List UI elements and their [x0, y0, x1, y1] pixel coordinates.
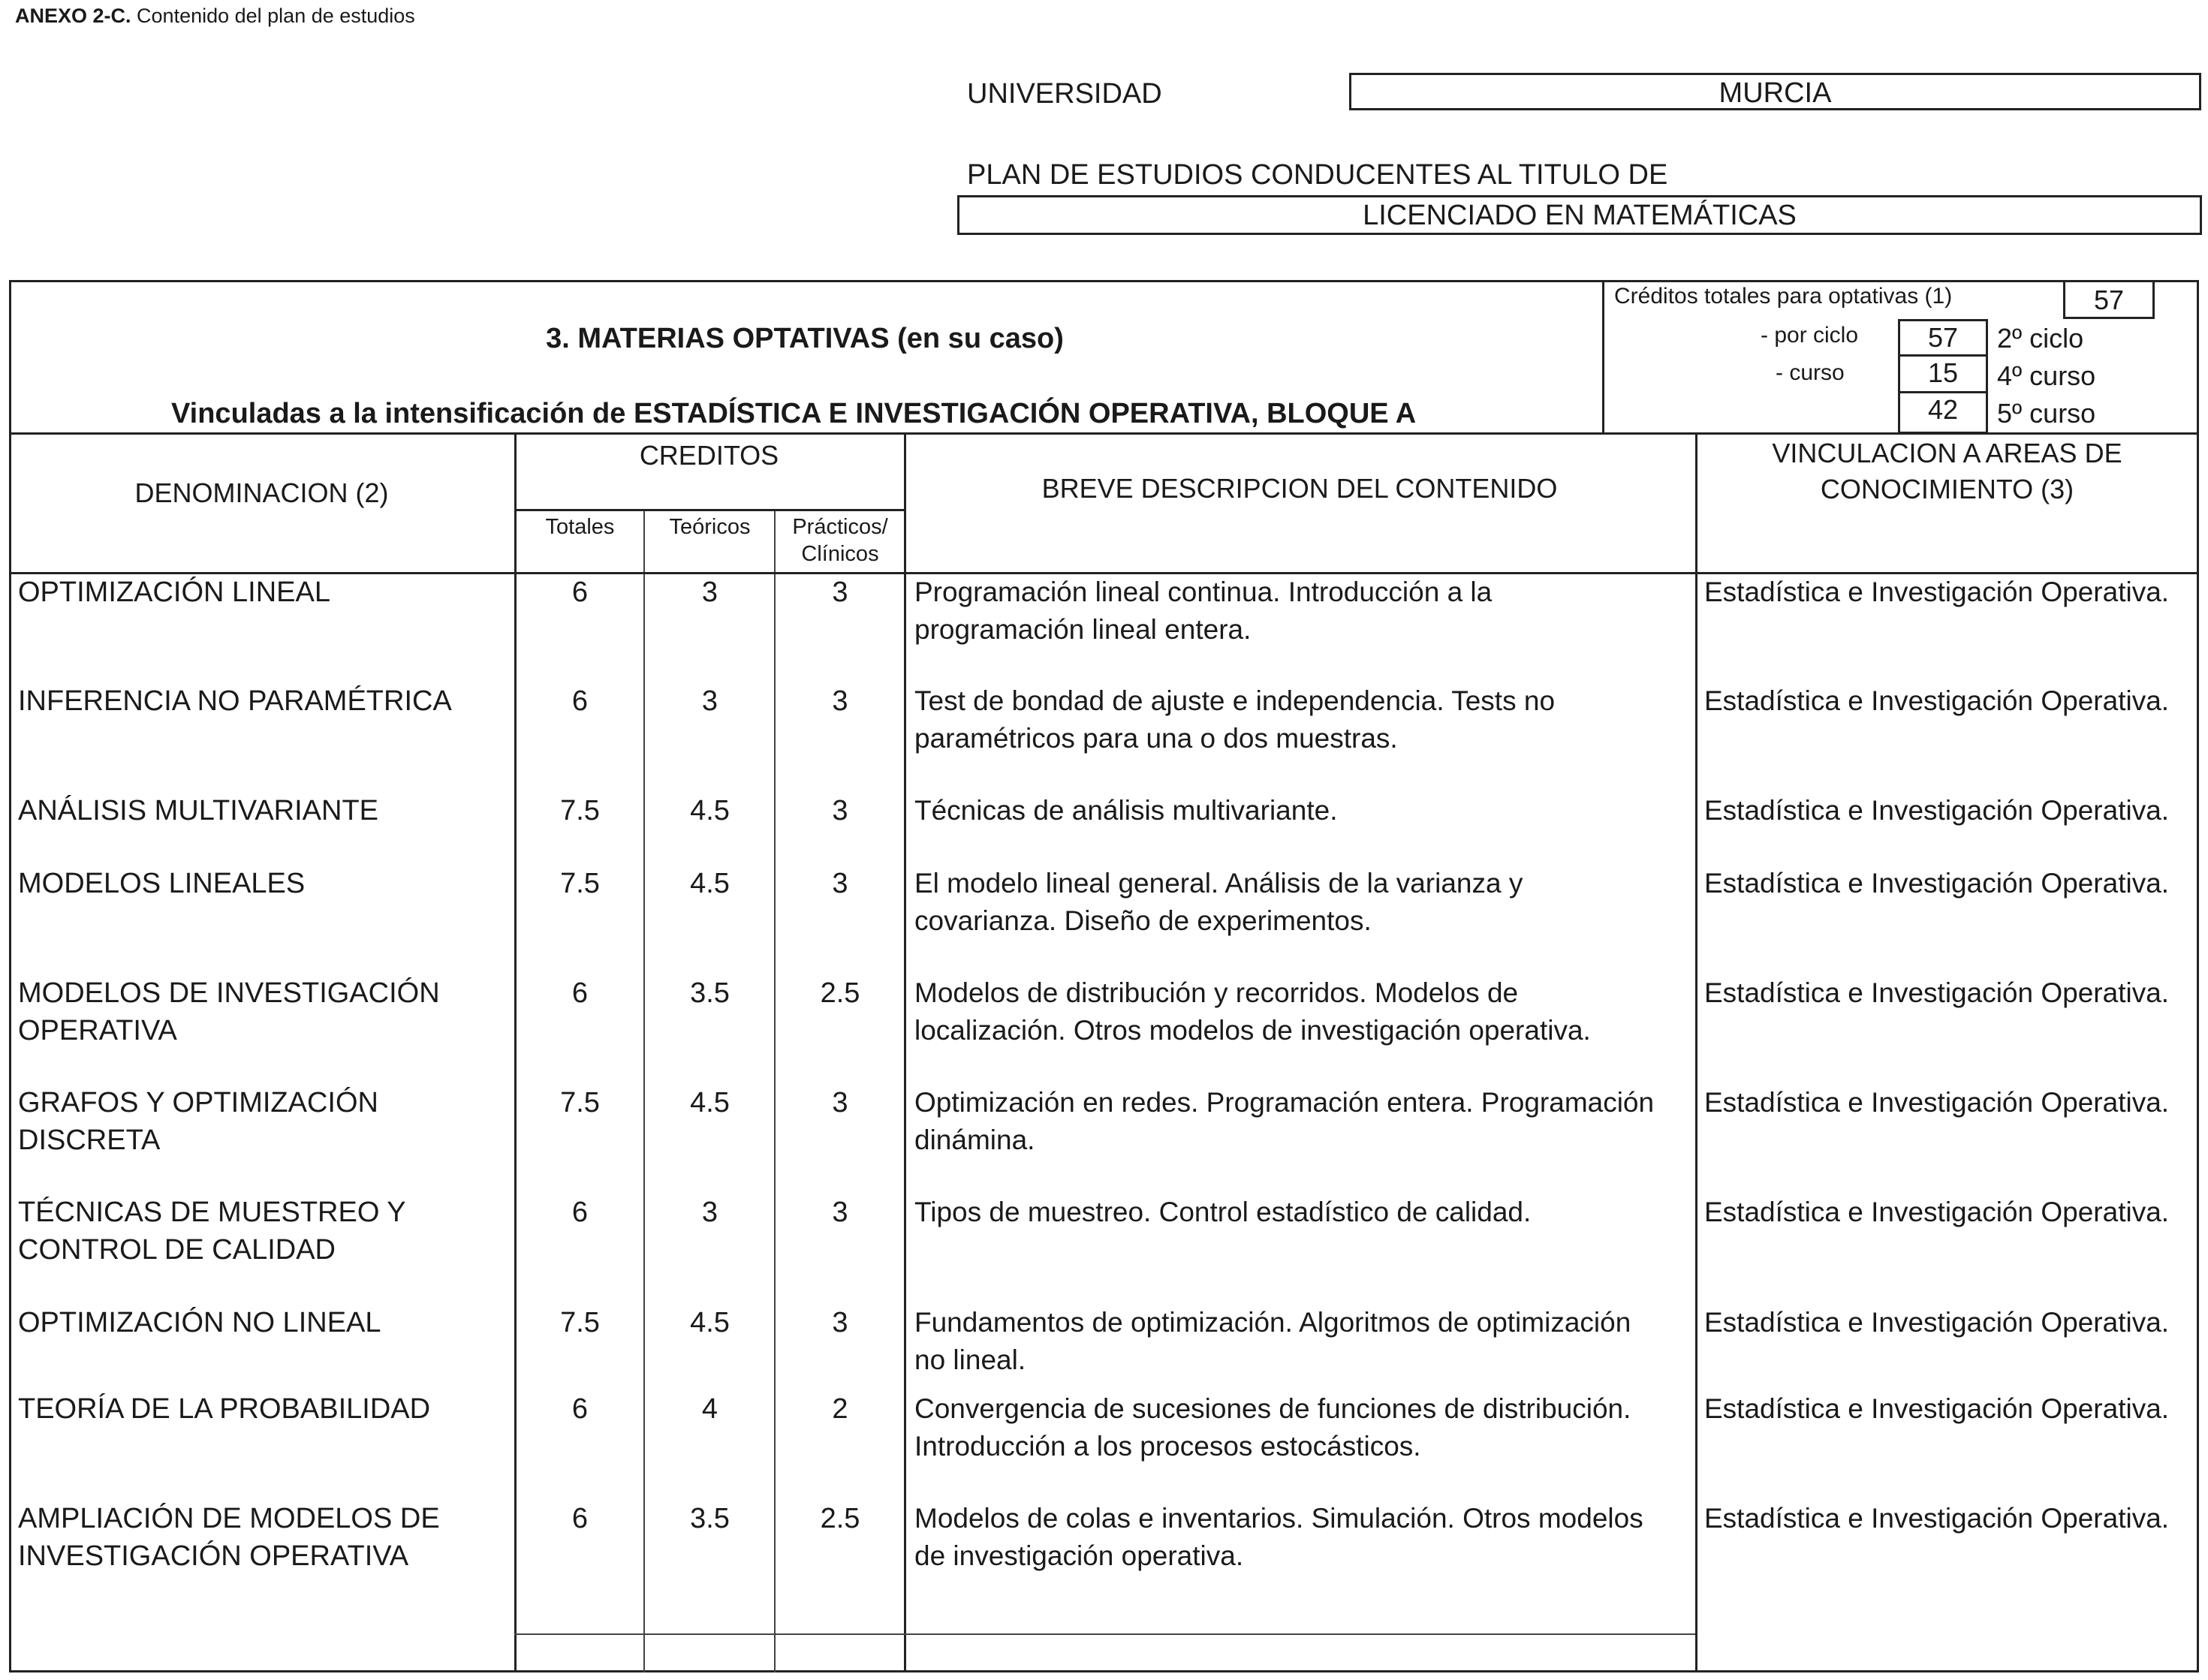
col-divider — [1695, 432, 1697, 1672]
row-descripcion-1: Test de bondad de ajuste e independencia. Tests no — [914, 685, 1556, 716]
creditos-optativas-total: 57 — [2063, 280, 2155, 319]
row-totales: 7.5 — [560, 868, 600, 899]
row-area: Estadística e Investigación Operativa. — [1704, 577, 2170, 607]
row-practicos: 3 — [832, 1307, 848, 1338]
universidad-label: UNIVERSIDAD — [967, 78, 1162, 110]
row-totales: 6 — [571, 685, 589, 717]
curso-credits: 15 — [1898, 354, 1988, 393]
section-subtitle: Vinculadas a la intensificación de ESTADÍSTICA E INVESTIGACIÓN OPERATIVA, BLOQUE A — [171, 398, 1417, 429]
header-denominacion: DENOMINACION (2) — [134, 477, 389, 508]
row-descripcion-1: Modelos de distribución y recorridos. Modelos de — [914, 977, 1519, 1008]
row-area: Estadística e Investigación Operativa. — [1704, 1393, 2170, 1424]
curso-credits: 42 — [1898, 391, 1988, 434]
row-totales: 6 — [571, 1393, 589, 1425]
col-divider — [514, 432, 517, 1672]
row-area: Estadística e Investigación Operativa. — [1704, 795, 2170, 826]
row-practicos: 3 — [832, 1087, 848, 1118]
row-descripcion-1: El modelo lineal general. Análisis de la varianza y — [914, 868, 1523, 899]
row-descripcion-2: paramétricos para una o dos muestras. — [914, 723, 1398, 754]
header-practicos-2: Clínicos — [801, 542, 879, 566]
row-descripcion-2: de investigación operativa. — [914, 1540, 1244, 1571]
row-practicos: 3 — [832, 685, 848, 717]
row-totales: 7.5 — [560, 795, 600, 826]
row-denominacion-1: MODELOS DE INVESTIGACIÓN — [18, 977, 440, 1009]
row-teoricos: 4.5 — [690, 868, 730, 899]
row-practicos: 3 — [832, 577, 848, 608]
header-creditos: CREDITOS — [639, 440, 779, 471]
row-descripcion-1: Técnicas de análisis multivariante. — [914, 795, 1338, 826]
row-totales: 7.5 — [560, 1307, 600, 1338]
row-denominacion-2: CONTROL DE CALIDAD — [18, 1234, 336, 1266]
curso-label: 4º curso — [1997, 360, 2096, 391]
divider — [1602, 280, 1604, 434]
row-practicos: 2.5 — [820, 977, 860, 1009]
row-descripcion-2: covarianza. Diseño de experimentos. — [914, 905, 1372, 936]
annex-label: ANEXO 2-C. — [15, 5, 131, 27]
col-divider — [643, 510, 645, 1672]
por-ciclo-label: - por ciclo — [1761, 323, 1859, 348]
row-denominacion-1: INFERENCIA NO PARAMÉTRICA — [18, 685, 452, 717]
divider — [514, 509, 904, 511]
row-descripcion-1: Convergencia de sucesiones de funciones de distribución. — [914, 1393, 1631, 1424]
header-vinculacion-1: VINCULACION A AREAS DE — [1772, 438, 2122, 468]
plan-label: PLAN DE ESTUDIOS CONDUCENTES AL TITULO DE — [967, 159, 1668, 191]
row-totales: 7.5 — [560, 1087, 600, 1118]
row-denominacion-1: TEORÍA DE LA PROBABILIDAD — [18, 1393, 431, 1425]
row-teoricos: 3 — [701, 577, 718, 608]
row-denominacion-2: INVESTIGACIÓN OPERATIVA — [18, 1540, 409, 1572]
section-title: 3. MATERIAS OPTATIVAS (en su caso) — [546, 323, 1064, 354]
header-totales: Totales — [545, 515, 615, 539]
row-denominacion-1: TÉCNICAS DE MUESTREO Y — [18, 1197, 406, 1228]
row-totales: 6 — [571, 977, 589, 1009]
row-practicos: 2.5 — [820, 1503, 860, 1534]
row-denominacion-2: DISCRETA — [18, 1125, 161, 1156]
row-descripcion-1: Programación lineal continua. Introducción a la — [914, 577, 1493, 607]
row-practicos: 3 — [832, 868, 848, 899]
header-vinculacion — [1695, 435, 2199, 507]
row-area: Estadística e Investigación Operativa. — [1704, 977, 2170, 1008]
row-practicos: 3 — [832, 1197, 848, 1228]
row-denominacion-1: ANÁLISIS MULTIVARIANTE — [18, 795, 379, 826]
row-descripcion-1: Tipos de muestreo. Control estadístico de calidad. — [914, 1197, 1532, 1227]
row-teoricos: 4.5 — [690, 1087, 730, 1118]
header-teoricos: Teóricos — [669, 515, 751, 539]
row-descripcion-2: Introducción a los procesos estocásticos. — [914, 1431, 1421, 1462]
row-totales: 6 — [571, 577, 589, 608]
row-area: Estadística e Investigación Operativa. — [1704, 868, 2170, 899]
row-descripcion-2: localización. Otros modelos de investigación operativa. — [914, 1015, 1591, 1046]
row-denominacion-2: OPERATIVA — [18, 1015, 177, 1046]
header-practicos-1: Prácticos/ — [792, 515, 888, 539]
row-area: Estadística e Investigación Operativa. — [1704, 1087, 2170, 1118]
row-descripcion-2: programación lineal entera. — [914, 614, 1252, 645]
ciclo-credits: 57 — [1898, 319, 1988, 357]
row-descripcion-2: no lineal. — [914, 1344, 1026, 1375]
row-teoricos: 4.5 — [690, 1307, 730, 1338]
row-descripcion-1: Fundamentos de optimización. Algoritmos de optimización — [914, 1307, 1631, 1338]
universidad-value: MURCIA — [1349, 73, 2201, 110]
divider — [9, 432, 2199, 435]
row-teoricos: 3 — [701, 1197, 718, 1228]
row-denominacion-1: AMPLIACIÓN DE MODELOS DE — [18, 1503, 440, 1534]
annex-text: Contenido del plan de estudios — [131, 5, 415, 27]
row-area: Estadística e Investigación Operativa. — [1704, 1503, 2170, 1534]
annex-title — [15, 5, 415, 28]
row-area: Estadística e Investigación Operativa. — [1704, 1197, 2170, 1227]
curso-label: - curso — [1776, 360, 1845, 385]
divider — [514, 1633, 1695, 1635]
row-descripcion-1: Optimización en redes. Programación entera. Programación — [914, 1087, 1655, 1118]
titulo-value: LICENCIADO EN MATEMÁTICAS — [957, 195, 2202, 235]
row-teoricos: 4.5 — [690, 795, 730, 826]
header-vinculacion-2: CONOCIMIENTO (3) — [1820, 474, 2074, 504]
creditos-optativas-label: Créditos totales para optativas (1) — [1614, 284, 1953, 309]
row-totales: 6 — [571, 1503, 589, 1534]
col-divider — [774, 510, 776, 1672]
row-teoricos: 3.5 — [690, 977, 730, 1009]
ciclo-label: 2º ciclo — [1997, 323, 2084, 354]
header-descripcion: BREVE DESCRIPCION DEL CONTENIDO — [1041, 473, 1558, 504]
col-divider — [904, 432, 906, 1672]
row-practicos: 2 — [832, 1393, 848, 1425]
row-denominacion-1: GRAFOS Y OPTIMIZACIÓN — [18, 1087, 378, 1118]
row-denominacion-1: OPTIMIZACIÓN NO LINEAL — [18, 1307, 381, 1338]
row-area: Estadística e Investigación Operativa. — [1704, 685, 2170, 716]
row-descripcion-2: dinámina. — [914, 1125, 1035, 1155]
header-practicos — [776, 513, 904, 568]
row-practicos: 3 — [832, 795, 848, 826]
row-denominacion-1: OPTIMIZACIÓN LINEAL — [18, 577, 330, 608]
row-totales: 6 — [571, 1197, 589, 1228]
row-descripcion-1: Modelos de colas e inventarios. Simulación. Otros modelos — [914, 1503, 1643, 1534]
row-teoricos: 3.5 — [690, 1503, 730, 1534]
row-denominacion-1: MODELOS LINEALES — [18, 868, 306, 899]
row-teoricos: 4 — [701, 1393, 718, 1425]
row-area: Estadística e Investigación Operativa. — [1704, 1307, 2170, 1338]
curso-label: 5º curso — [1997, 398, 2096, 429]
row-teoricos: 3 — [701, 685, 718, 717]
